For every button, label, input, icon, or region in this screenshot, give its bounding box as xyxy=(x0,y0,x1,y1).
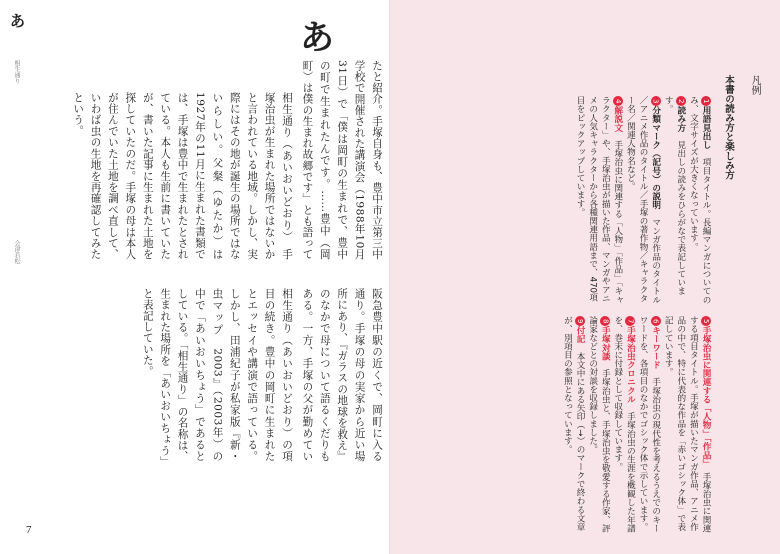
page-number: 7 xyxy=(26,524,32,536)
running-tag-2: 会津若松 xyxy=(13,240,20,264)
section-kana: あ xyxy=(300,18,334,58)
legend-item: 9付記 本文中にある矢印（→）のマークで終わる文章が、別項目の参照となっています。 xyxy=(562,316,586,532)
legend-item: 2読み方 見出しの読みをひらがなで表記しています。 xyxy=(663,96,686,296)
legend-block-bottom xyxy=(442,316,712,536)
paragraph: 相生通り（あいおいどおり） 手塚治虫が生まれた場所ではないかと言われている地域。しかし、実際にはその地が誕生の場所ではないらしい。父粲（ゆたか）は1927年の11月に生まれた書類では、手塚は豊中で生まれたとされている。本人も生前に書いていたが、書いた記事に生まれた土地を探していたのだ。手塚の母は本人が住んでいた土地を調べ直して、いわば虫の生地を再確認してみたという。 xyxy=(72,92,293,260)
legend-lead: 本書の読み方と楽しみ方 xyxy=(723,75,734,180)
legend-item: 7手塚治虫クロニクル 手塚治虫の生涯を概観した年譜を、巻末に付録として収録しています。 xyxy=(612,316,636,533)
paragraph: たと紹介。手塚自身も、豊中市立第三中学校で開催された講演会（1988年10月31日）で「僕は岡町の生まれで、豊中の町で生まれたんです。……豊中（岡町）は僕の生まれ故郷です」とも語って xyxy=(301,60,383,260)
running-tag: 相生通り xyxy=(13,60,20,84)
legend-item: 1用語見出し 項目タイトル。長編マンガについてのみ、文字サイズが大きくなっています。 xyxy=(688,96,711,304)
legend-item: 4解説文 手塚治虫に関連する「人物」「作品」「キャラクター」や、手塚治虫が描いた作品、マンガやアニメの人気キャラクターから各種関連用語まで、470項目をピックアップしています。 xyxy=(575,96,623,304)
legend-item: 3分類マーク（記号）の説明 マンガ作品のタイトル／アニメ作品のタイトル／手塚の著作物／キャラクター名／関連人物名など。 xyxy=(625,96,661,304)
legend-item: 6キーワード 手塚治虫の現代性を考えるうえでのキーワードを、各項目のなかでゴシック体で示しています。 xyxy=(638,316,661,533)
running-head: あ xyxy=(10,12,26,30)
paragraph: 阪急豊中駅の近くで、岡町に入る通り。手塚の母の実家から近い場所にあり、『ガラスの地球を救え』のなかで母について語るくだりもある。一方、手塚の父が勤めてい xyxy=(301,288,383,462)
legend-title: 凡例 xyxy=(749,75,760,95)
paragraph: 相生通り（あいおいどおり）の項目の続き。豊中の岡町に生まれたとエッセイや講演で語っている。しかし、田浦紀子が私家版『新・虫マップ 2003』（2003年）の中で「あいおいちょう」であるとしている。「相生通り」の名称は、生まれた場所を「あいおいちょう」と表記していた。 xyxy=(141,288,293,462)
legend-item: 5手塚治虫に関連する「人物」「作品」 手塚治虫に関連する項目タイトル。手塚が描いたマンガ作品、アニメ作品の中で、特に代表的な作品を「赤いゴシック体」で表記しています。 xyxy=(663,316,711,533)
right-page xyxy=(390,0,780,554)
legend-item: 8手塚対談 手塚治虫と、手塚治虫を敬愛する作家、評論家などとの対談を収録しました。 xyxy=(587,316,611,533)
legend-block-top xyxy=(442,96,712,306)
